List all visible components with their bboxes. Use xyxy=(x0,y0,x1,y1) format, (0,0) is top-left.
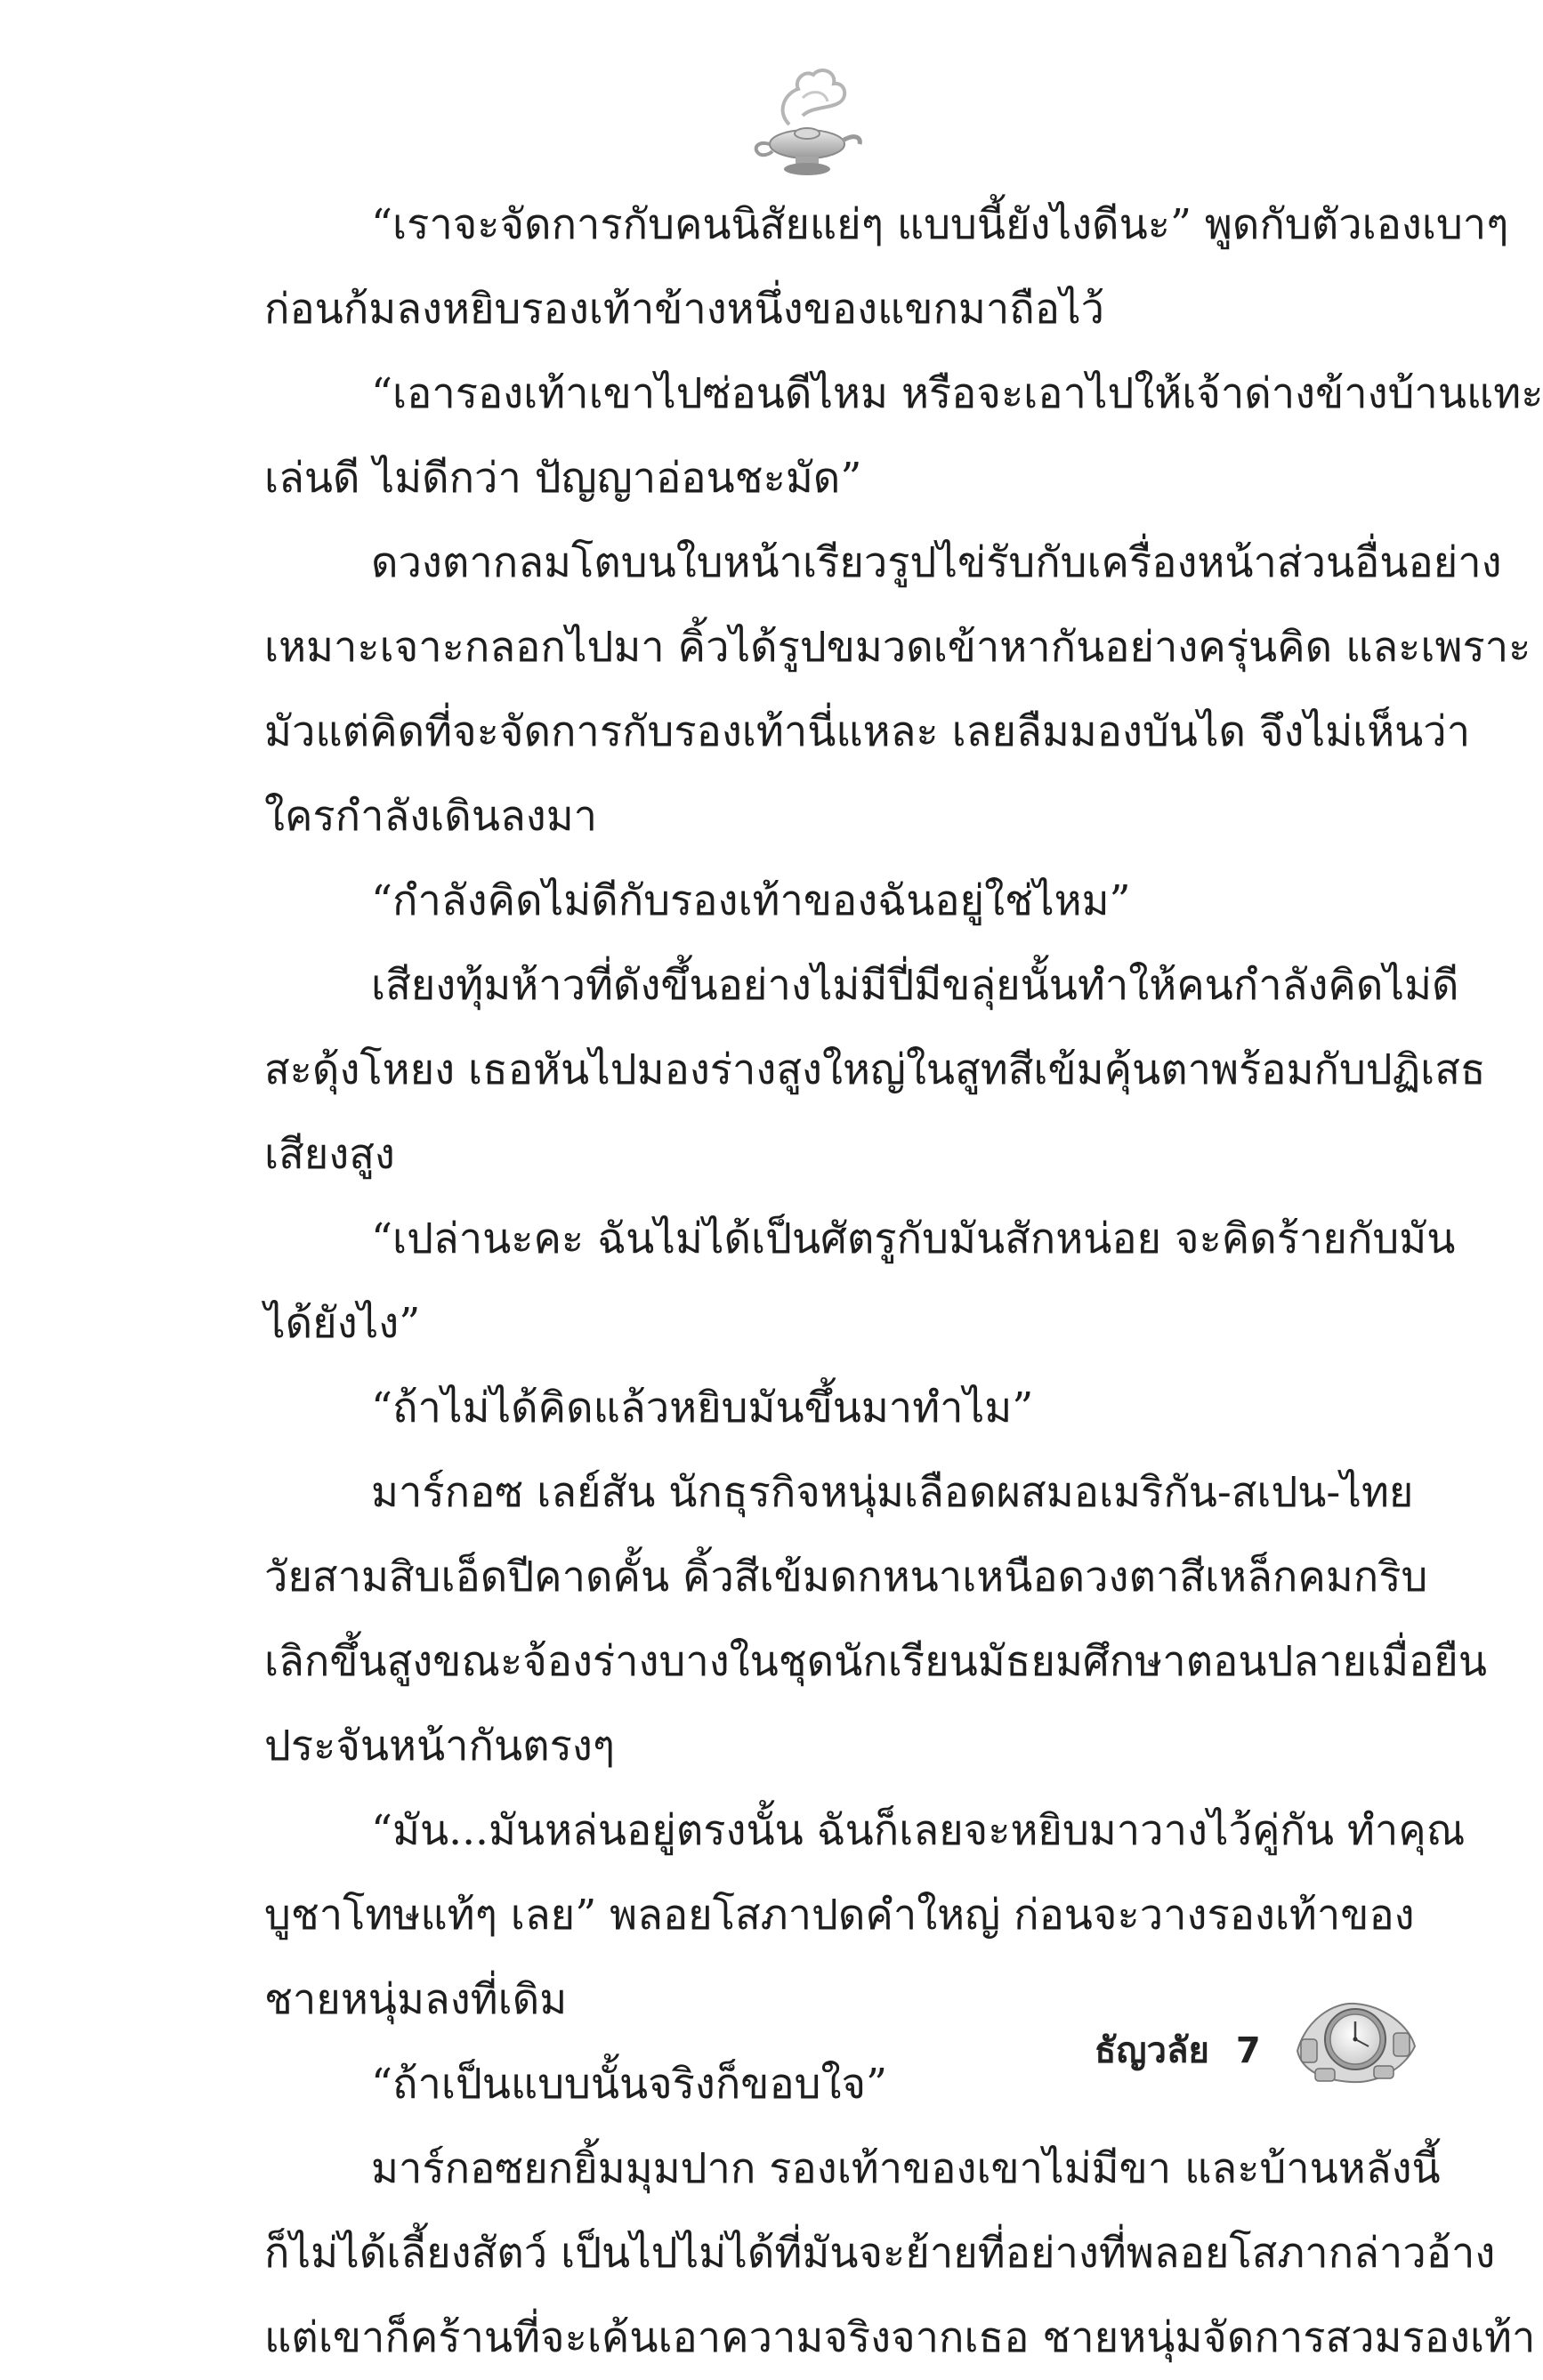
text-line: ก็ไม่ได้เลี้ยงสัตว์ เป็นไปไม่ได้ที่มันจะย้ายที่อย่างที่พลอยโสภากล่าวอ้าง xyxy=(264,2229,1496,2278)
text-line: บูชาโทษแท้ๆ เลย” พลอยโสภาปดคำใหญ่ ก่อนจะวางรองเท้าของ xyxy=(264,1891,1415,1940)
text-line: “ถ้าเป็นแบบนั้นจริงก็ขอบใจ” xyxy=(371,2060,888,2109)
page-number: 7 xyxy=(1235,2030,1261,2071)
text-line: เลิกขึ้นสูงขณะจ้องร่างบางในชุดนักเรียนมัธยมศึกษาตอนปลายเมื่อยืน xyxy=(264,1637,1487,1686)
text-line: เสียงสูง xyxy=(264,1130,395,1179)
text-line: ประจันหน้ากันตรงๆ xyxy=(264,1722,616,1771)
text-line: ก่อนก้มลงหยิบรองเท้าข้างหนึ่งของแขกมาถือไว้ xyxy=(264,285,1105,334)
text-line: มาร์กอซยกยิ้มมุมปาก รองเท้าของเขาไม่มีขา และบ้านหลังนี้ xyxy=(371,2144,1441,2193)
text-line: แต่เขาก็คร้านที่จะเค้นเอาความจริงจากเธอ ชายหนุ่มจัดการสวมรองเท้า xyxy=(264,2313,1536,2362)
text-line: “มัน...มันหล่นอยู่ตรงนั้น ฉันก็เลยจะหยิบมาวางไว้คู่กัน ทำคุณ xyxy=(371,1806,1466,1855)
text-line: “กำลังคิดไม่ดีกับรองเท้าของฉันอยู่ใช่ไหม” xyxy=(371,876,1131,925)
text-line: “เอารองเท้าเขาไปซ่อนดีไหม หรือจะเอาไปให้เจ้าด่างข้างบ้านแทะ xyxy=(371,369,1543,418)
text-line: ดวงตากลมโตบนใบหน้าเรียวรูปไข่รับกับเครื่องหน้าส่วนอื่นอย่าง xyxy=(371,538,1502,587)
text-line: เล่นดี ไม่ดีกว่า ปัญญาอ่อนชะมัด” xyxy=(264,454,862,503)
text-line: วัยสามสิบเอ็ดปีคาดคั้น คิ้วสีเข้มดกหนาเหนือดวงตาสีเหล็กคมกริบ xyxy=(264,1553,1428,1601)
text-line: “เปล่านะคะ ฉันไม่ได้เป็นศัตรูกับมันสักหน่อย จะคิดร้ายกับมัน xyxy=(371,1214,1456,1263)
author-name: ธัญวลัย xyxy=(1095,2030,1209,2071)
text-line: ชายหนุ่มลงที่เดิม xyxy=(264,1975,568,2024)
text-line: สะดุ้งโหยง เธอหันไปมองร่างสูงใหญ่ในสูทสีเข้มคุ้นตาพร้อมกับปฏิเสธ xyxy=(264,1045,1486,1094)
wristwatch-icon xyxy=(1289,1984,1422,2100)
text-line: มาร์กอซ เลย์สัน นักธุรกิจหนุ่มเลือดผสมอเมริกัน-สเปน-ไทย xyxy=(371,1468,1414,1517)
text-line: “ถ้าไม่ได้คิดแล้วหยิบมันขึ้นมาทำไม” xyxy=(371,1384,1034,1432)
text-line: เหมาะเจาะกลอกไปมา คิ้วได้รูปขมวดเข้าหากันอย่างครุ่นคิด และเพราะ xyxy=(264,623,1531,672)
text-line: เสียงทุ้มห้าวที่ดังขึ้นอย่างไม่มีปี่มีขลุ่ยนั้นทำให้คนกำลังคิดไม่ดี xyxy=(371,961,1459,1010)
text-line: ได้ยังไง” xyxy=(264,1299,421,1348)
text-line: มัวแต่คิดที่จะจัดการกับรองเท้านี่แหละ เลยลืมมองบันได จึงไม่เห็นว่า xyxy=(264,707,1471,756)
lamp-icon xyxy=(749,62,865,187)
page-footer xyxy=(1095,2020,1261,2082)
text-line: ใครกำลังเดินลงมา xyxy=(264,792,598,841)
text-line: “เราจะจัดการกับคนนิสัยแย่ๆ แบบนี้ยังไงดีนะ” พูดกับตัวเองเบาๆ xyxy=(371,200,1509,249)
